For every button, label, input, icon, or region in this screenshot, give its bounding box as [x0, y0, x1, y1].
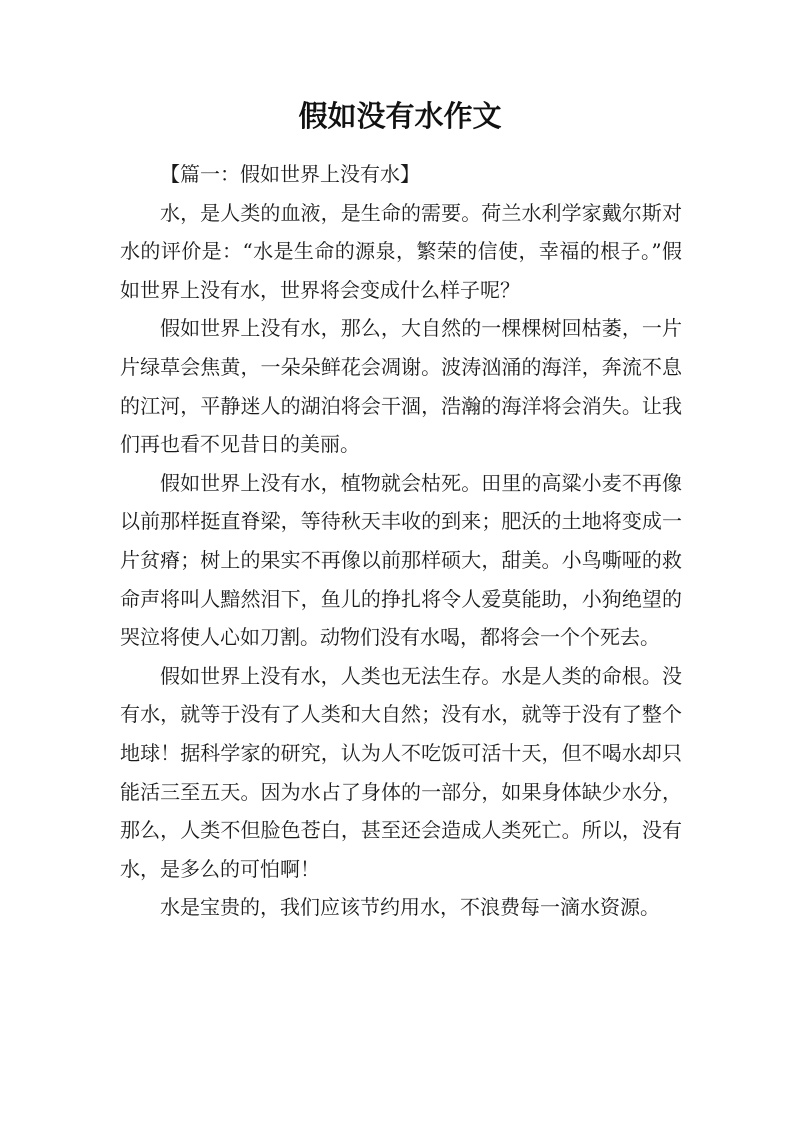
document-title: 假如没有水作文 — [298, 99, 502, 133]
section-heading: 【篇一：假如世界上没有水】 — [160, 162, 420, 186]
document-body — [120, 155, 682, 927]
paragraph-4: 假如世界上没有水，人类也无法生存。水是人类的命根。没有水，就等于没有了人类和大自然；没有水，就等于没有了整个地球！据科学家的研究，认为人不吃饭可活十天，但不喝水却只能活三至五天。因为水占了身体的一部分，如果身体缺少水分，那么，人类不但脸色苍白，甚至还会造成人类死亡。所以，没有水，是多么的可怕啊！ — [120, 663, 682, 881]
paragraph-5: 水是宝贵的，我们应该节约用水，不浪费每一滴水资源。 — [160, 895, 660, 920]
paragraph-2: 假如世界上没有水，那么，大自然的一棵棵树回枯萎，一片片绿草会焦黄，一朵朵鲜花会凋谢。波涛汹涌的海洋，奔流不息的江河，平静迷人的湖泊将会干涸，浩瀚的海洋将会消失。让我们再也看不见昔日的美丽。 — [120, 316, 682, 457]
paragraph-3: 假如世界上没有水，植物就会枯死。田里的高粱小麦不再像以前那样挺直脊梁，等待秋天丰收的到来；肥沃的土地将变成一片贫瘠；树上的果实不再像以前那样硕大，甜美。小鸟嘶哑的救命声将叫人黯然泪下，鱼儿的挣扎将令人爱莫能助，小狗绝望的哭泣将使人心如刀割。动物们没有水喝，都将会一个个死去。 — [120, 470, 682, 650]
paragraph-1: 水，是人类的血液，是生命的需要。荷兰水利学家戴尔斯对水的评价是：“水是生命的源泉，繁荣的信使，幸福的根子。”假如世界上没有水，世界将会变成什么样子呢？ — [120, 200, 682, 302]
